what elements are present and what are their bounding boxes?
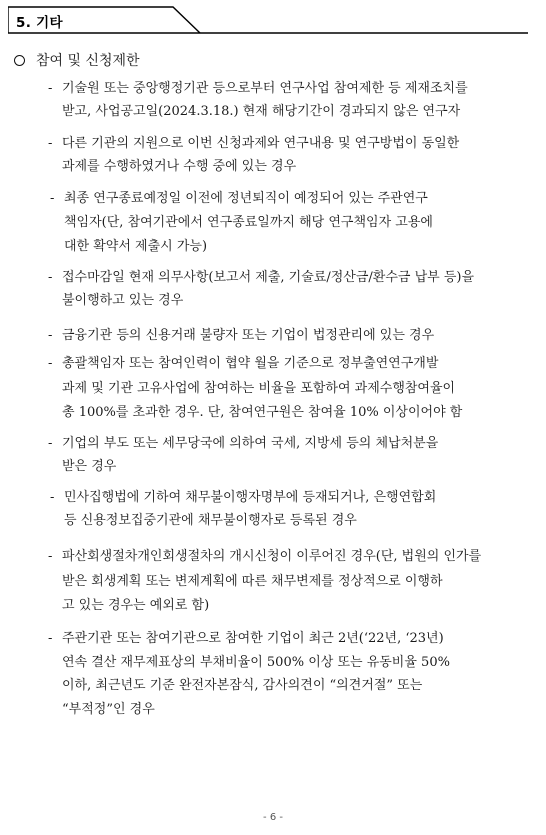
- page-number: - 6 -: [263, 812, 283, 823]
- list-item: [48, 433, 534, 478]
- item-line: 받은 경우: [62, 458, 117, 474]
- section-title: 5. 기타: [16, 15, 63, 31]
- list-item: [48, 545, 534, 619]
- item-line: 연속 결산 재무제표상의 부채비율이 500% 이상 또는 유동비율 50%: [62, 654, 450, 670]
- dash-marker: -: [50, 191, 55, 206]
- list-item: [48, 133, 534, 178]
- item-line: “부적정”인 경우: [62, 701, 155, 717]
- list-item: [48, 627, 534, 721]
- item-line: 받은 회생계획 또는 변제계획에 따른 채무변제를 정상적으로 이행하: [62, 573, 443, 589]
- item-line: 받고, 사업공고일(2024.3.18.) 현재 해당기간이 경과되지 않은 연구자: [62, 103, 461, 119]
- dash-marker: -: [50, 490, 55, 505]
- item-line: 과제를 수행하였거나 수행 중에 있는 경우: [62, 158, 297, 174]
- item-line: 다른 기관의 지원으로 이번 신청과제와 연구내용 및 연구방법이 동일한: [62, 136, 460, 151]
- dash-marker: -: [48, 81, 53, 96]
- item-line: 금융기관 등의 신용거래 불량자 또는 기업이 법정관리에 있는 경우: [62, 328, 435, 343]
- item-line: 총 100%를 초과한 경우. 단, 참여연구원은 참여율 10% 이상이어야 함: [62, 405, 463, 420]
- section-bullet: [14, 50, 140, 70]
- dash-marker: -: [48, 549, 53, 564]
- item-line: 이하, 최근년도 기준 완전자본잠식, 감사의견이 “의견거절” 또는: [62, 678, 423, 693]
- item-line: 등 신용정보집중기관에 채무불이행자로 등록된 경우: [64, 512, 357, 528]
- item-line: 민사집행법에 기하여 채무불이행자명부에 등재되거나, 은행연합회: [64, 490, 437, 505]
- list-item: [48, 352, 534, 426]
- list-item: [48, 78, 534, 123]
- item-line: 접수마감일 현재 의무사항(보고서 제출, 기술료/정산금/환수금 납부 등)을: [62, 270, 475, 285]
- circle-bullet-icon: [14, 55, 25, 66]
- section-header-frame: [8, 6, 528, 34]
- item-line: 기술원 또는 중앙행정기관 등으로부터 연구사업 참여제한 등 제재조치를: [62, 81, 468, 96]
- section-header: [8, 6, 528, 34]
- item-line: 최종 연구종료예정일 이전에 정년퇴직이 예정되어 있는 주관연구: [64, 191, 428, 206]
- item-line: 과제 및 기관 고유사업에 참여하는 비율을 포함하여 과제수행참여율이: [62, 380, 456, 396]
- list-item: [50, 487, 534, 532]
- item-line: 책임자(단, 참여기관에서 연구종료일까지 해당 연구책임자 고용에: [64, 215, 433, 230]
- item-line: 기업의 부도 또는 세무당국에 의하여 국세, 지방세 등의 체납처분을: [62, 436, 439, 451]
- list-item: [50, 187, 534, 259]
- item-line: 파산회생절차개인회생절차의 개시신청이 이루어진 경우(단, 법원의 인가를: [62, 549, 482, 564]
- dash-marker: -: [48, 356, 53, 371]
- item-line: 불이행하고 있는 경우: [62, 292, 184, 308]
- dash-marker: -: [48, 631, 53, 646]
- item-line: 고 있는 경우는 예외로 함): [62, 598, 210, 613]
- dash-marker: -: [48, 136, 53, 151]
- section-bullet-text: 참여 및 신청제한: [36, 53, 140, 69]
- list-item: [48, 267, 534, 312]
- dash-marker: -: [48, 436, 53, 451]
- item-line: 대한 확약서 제출시 가능): [64, 239, 208, 254]
- item-line: 주관기관 또는 참여기관으로 참여한 기업이 최근 2년(‘22년, ‘23년): [62, 631, 444, 646]
- dash-marker: -: [48, 270, 53, 285]
- dash-marker: -: [48, 328, 53, 343]
- item-line: 총괄책임자 또는 참여인력이 협약 월을 기준으로 정부출연연구개발: [62, 356, 439, 371]
- list-item: [48, 325, 534, 348]
